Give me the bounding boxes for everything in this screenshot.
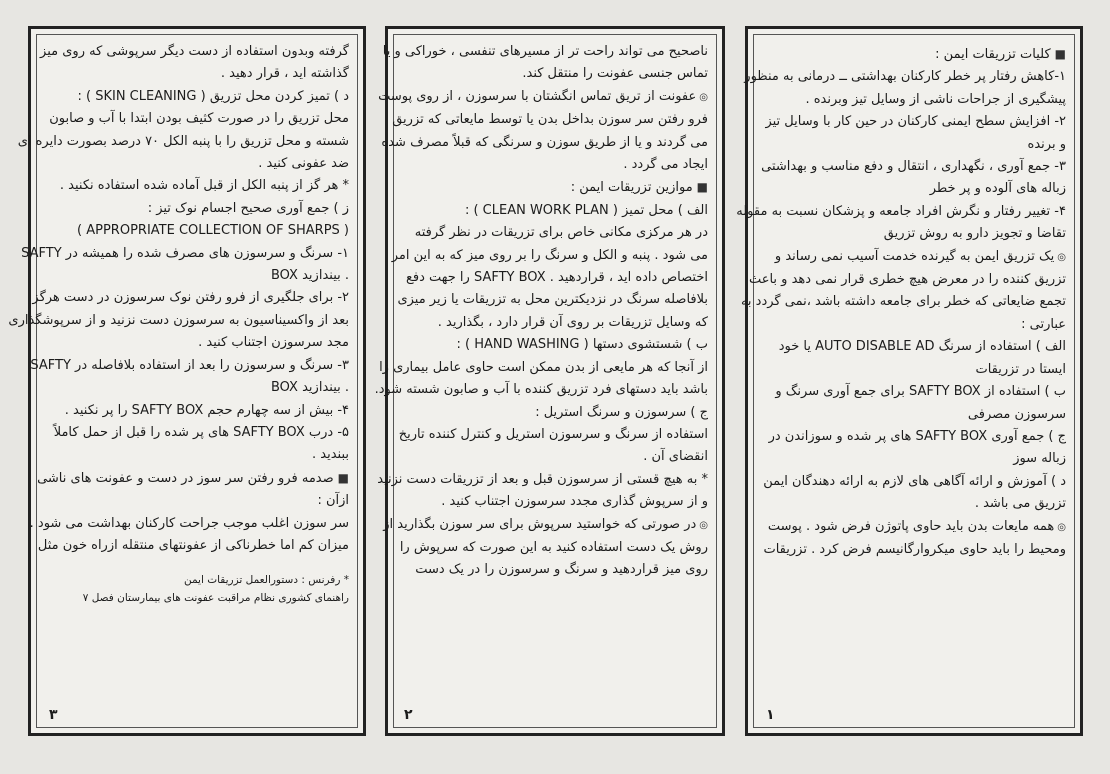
note-line: * به هیچ قستی از سرسوزن قبل و بعد از تزریقات دست نزنید [377,471,708,487]
text-line: گذاشته اید ، قرار دهید . [220,66,349,82]
page-number: ۲ [404,707,413,723]
text-line: زباله های آلوده و پر خطر [929,181,1066,197]
section-heading: ( APPROPRIATE COLLECTION OF SHARPS ) [77,223,349,239]
bullet-line: ◎ یک تزریق ایمن به گیرنده خدمت آسیب نمی رساند و [762,246,1066,269]
page-3-text [8,41,349,607]
section-heading: ب ) شستشوی دستها ( HAND WASHING ) : [456,337,708,353]
text-line: بلافاصله سرنگ در نزدیکترین محل به تزریقات یا زیر میزی [397,292,708,308]
text-line: در هر مرکزی مکانی خاص برای تزریقات در نظر گرفته [414,225,708,241]
section-heading: ج ) سرسوزن و سرنگ استریل : [535,404,708,420]
text-line: تزریق می باشد . [974,496,1066,512]
text-line: از آنجا که هر مایعی از بدن ممکن است حاوی عامل بیماری زا [379,359,708,375]
text-line: استفاده از سرنگ و سرسوزن استریل و کنترل کننده تاریخ [398,426,708,442]
text-line: می گردند و یا از طریق سوزن و سرنگی که قبلاً مصرف شده [381,134,708,150]
bullet-line: ◎ عفونت از تریق تماس انگشتان با سرسوزن ، از روی پوست [402,86,708,109]
page-panel-2-frame [374,34,717,728]
text-line: که وسایل تزریقات بر روی آن قرار دارد ، بگذارید . [437,314,708,330]
page-number: ۱ [766,707,775,723]
text-line: BOX بیندازید . [270,380,349,396]
section-heading: الف ) محل تمیز ( CLEAN WORK PLAN ) : [464,202,708,218]
reference-line: راهنمای کشوری نظام مراقبت عفونت های بیمارستان فصل ۷ [82,592,349,605]
text-line: تزریق کننده را در معرض هیچ خطری قرار نمی دهد و باعث [748,272,1066,288]
text-line: شسته و محل تزریق را با پنبه الکل ۷۰ درصد بصورت دایره ای [17,133,349,149]
text-line: بعد از واکسیناسیون به سرسوزن دست نزنید و از سرپوشگذاری [8,312,349,328]
text-line: ۳- سرنگ و سرسوزن را بعد از استفاده بلافاصله در SAFTY [30,357,349,373]
text-line: ایستا در تزریقات [975,361,1066,377]
text-line: ناصحیح می تواند راحت تر از مسیرهای تنفسی ، خوراکی و یا [382,44,708,59]
text-line: ب ) استفاده از SAFTY BOX برای جمع آوری سرنگ و [775,384,1066,400]
text-line: می شود . پنبه و الکل و سرنگ را بر روی میز که به این امر [391,247,708,263]
text-line: عبارتی : [1021,316,1066,332]
bullet-line: ◎ همه مایعات بدن باید حاوی پاتوژن فرض شود . پوست [762,516,1066,539]
page-2-text [374,41,708,582]
page-panel-1 [736,26,1083,736]
text-line: ۱- سرنگ و سرسوزن های مصرف شده را همیشه در SAFTY [21,245,349,261]
text-line: ایجاد می گردد . [623,157,708,173]
page-panel-3-frame [8,34,358,728]
text-line: ضد عفونی کنید . [258,156,349,172]
page-1-text [736,43,1066,561]
section-heading: د ) تمیز کردن محل تزریق ( SKIN CLEANING ) : [77,88,349,104]
text-line: تقاضا و تجویز دارو به روش تزریق [883,226,1066,242]
section-heading: ■ موازین تزریقات ایمن : [402,176,708,199]
text-line: محل تزریق را در صورت کثیف بودن ابتدا با آب و صابون [49,111,349,127]
text-line: سر سوزن اغلب موجب جراحت کارکنان بهداشت می شود . [29,515,349,531]
text-line: اختصاص داده اید ، قراردهید . SAFTY BOX را جهت دفع [405,270,708,286]
text-line: میزان کم اما خطرناکی از عفونتهای منتقله ازراه خون مثل [37,537,349,553]
text-line: ۴- تغییر رفتار و نگرش افراد جامعه و پزشکان نسبت به مقوله [736,203,1066,219]
text-line: انقضای آن . [643,449,708,465]
text-line: مجد سرسوزن اجتناب کنید . [198,335,349,351]
bullet-line: ◎ در صورتی که خواستید سرپوش برای سر سوزن بگذارید از [402,514,708,537]
text-line: تجمع ضایعاتی که خطر برای جامعه داشته باشد ،نمی گردد به [740,294,1066,310]
text-line: روی میز قراردهید و سرنگ و سرسوزن را در یک دست [415,562,708,578]
text-line: پیشگیری از جراحات ناشی از وسایل تیز وبرنده . [805,91,1066,107]
text-line: ازآن : [317,493,349,509]
text-line: و از سرپوش گذاری مجدد سرسوزن اجتناب کنید . [441,494,708,510]
text-line: BOX بیندازید . [270,268,349,284]
text-line: ۴- بیش از سه چهارم حجم SAFTY BOX را پر نکنید . [64,402,349,418]
text-line: الف ) استفاده از سرنگ AUTO DISABLE AD یا خود [778,339,1066,355]
text-line: ج ) جمع آوری SAFTY BOX های پر شده و سوزاندن در [768,428,1066,444]
text-line: باشد باید دستهای فرد تزریق کننده با آب و صابون شسته شود. [374,382,708,398]
text-line: سرسوزن مصرفی [967,406,1066,422]
note-line: * هر گز از پنبه الکل از قبل آماده شده استفاده نکنید . [59,178,349,194]
text-line: گرفته وبدون استفاده از دست دیگر سرپوشی که روی میز [40,44,349,59]
text-line: ۵- درب SAFTY BOX های پر شده را قبل از حمل کاملاً [53,424,349,440]
page-panel-2 [374,26,725,736]
section-heading: ■ صدمه فرو رفتن سر سوز در دست و عفونت های ناشی [45,467,349,490]
text-line: و برنده [1027,136,1066,152]
section-heading: ز ) جمع آوری صحیح اجسام نوک تیز : [147,200,349,216]
text-line: ۲- برای جلگیری از فرو رفتن نوک سرسوزن در دست هرگز [32,290,349,306]
text-line: فرو رفتن سر سوزن بداخل بدن یا توسط مایعاتی که تزریق [392,112,708,128]
text-line: ۲- افزایش سطح ایمنی کارکنان در حین کار با وسایل تیز [765,114,1066,130]
page-panel-3 [8,26,366,736]
section-heading: ■ کلیات تزریقات ایمن : [762,43,1066,66]
reference-line: * رفرنس : دستورالعمل تزریقات ایمن [183,574,349,587]
text-line: ومحیط را باید حاوی میکروارگانیسم فرض کرد . تزریقات [763,541,1066,557]
text-line: تماس جنسی عفونت را منتقل کند. [522,66,708,82]
text-line: ببندید . [312,447,349,463]
text-line: زباله سوز [1013,451,1066,467]
page-number: ۳ [49,707,58,723]
text-line: ۱-کاهش رفتار پر خطر کارکنان بهداشتی ــ درمانی به منظور [744,69,1066,85]
text-line: ۳- جمع آوری ، نگهداری ، انتقال و دفع مناسب و بهداشتی [761,159,1066,175]
page-panel-1-frame [736,34,1075,728]
text-line: د ) آموزش و ارائه آگاهی های لازم به ارائه دهندگان ایمن [763,473,1066,489]
text-line: روش یک دست استفاده کنید به این صورت که سرپوش را [399,539,708,555]
